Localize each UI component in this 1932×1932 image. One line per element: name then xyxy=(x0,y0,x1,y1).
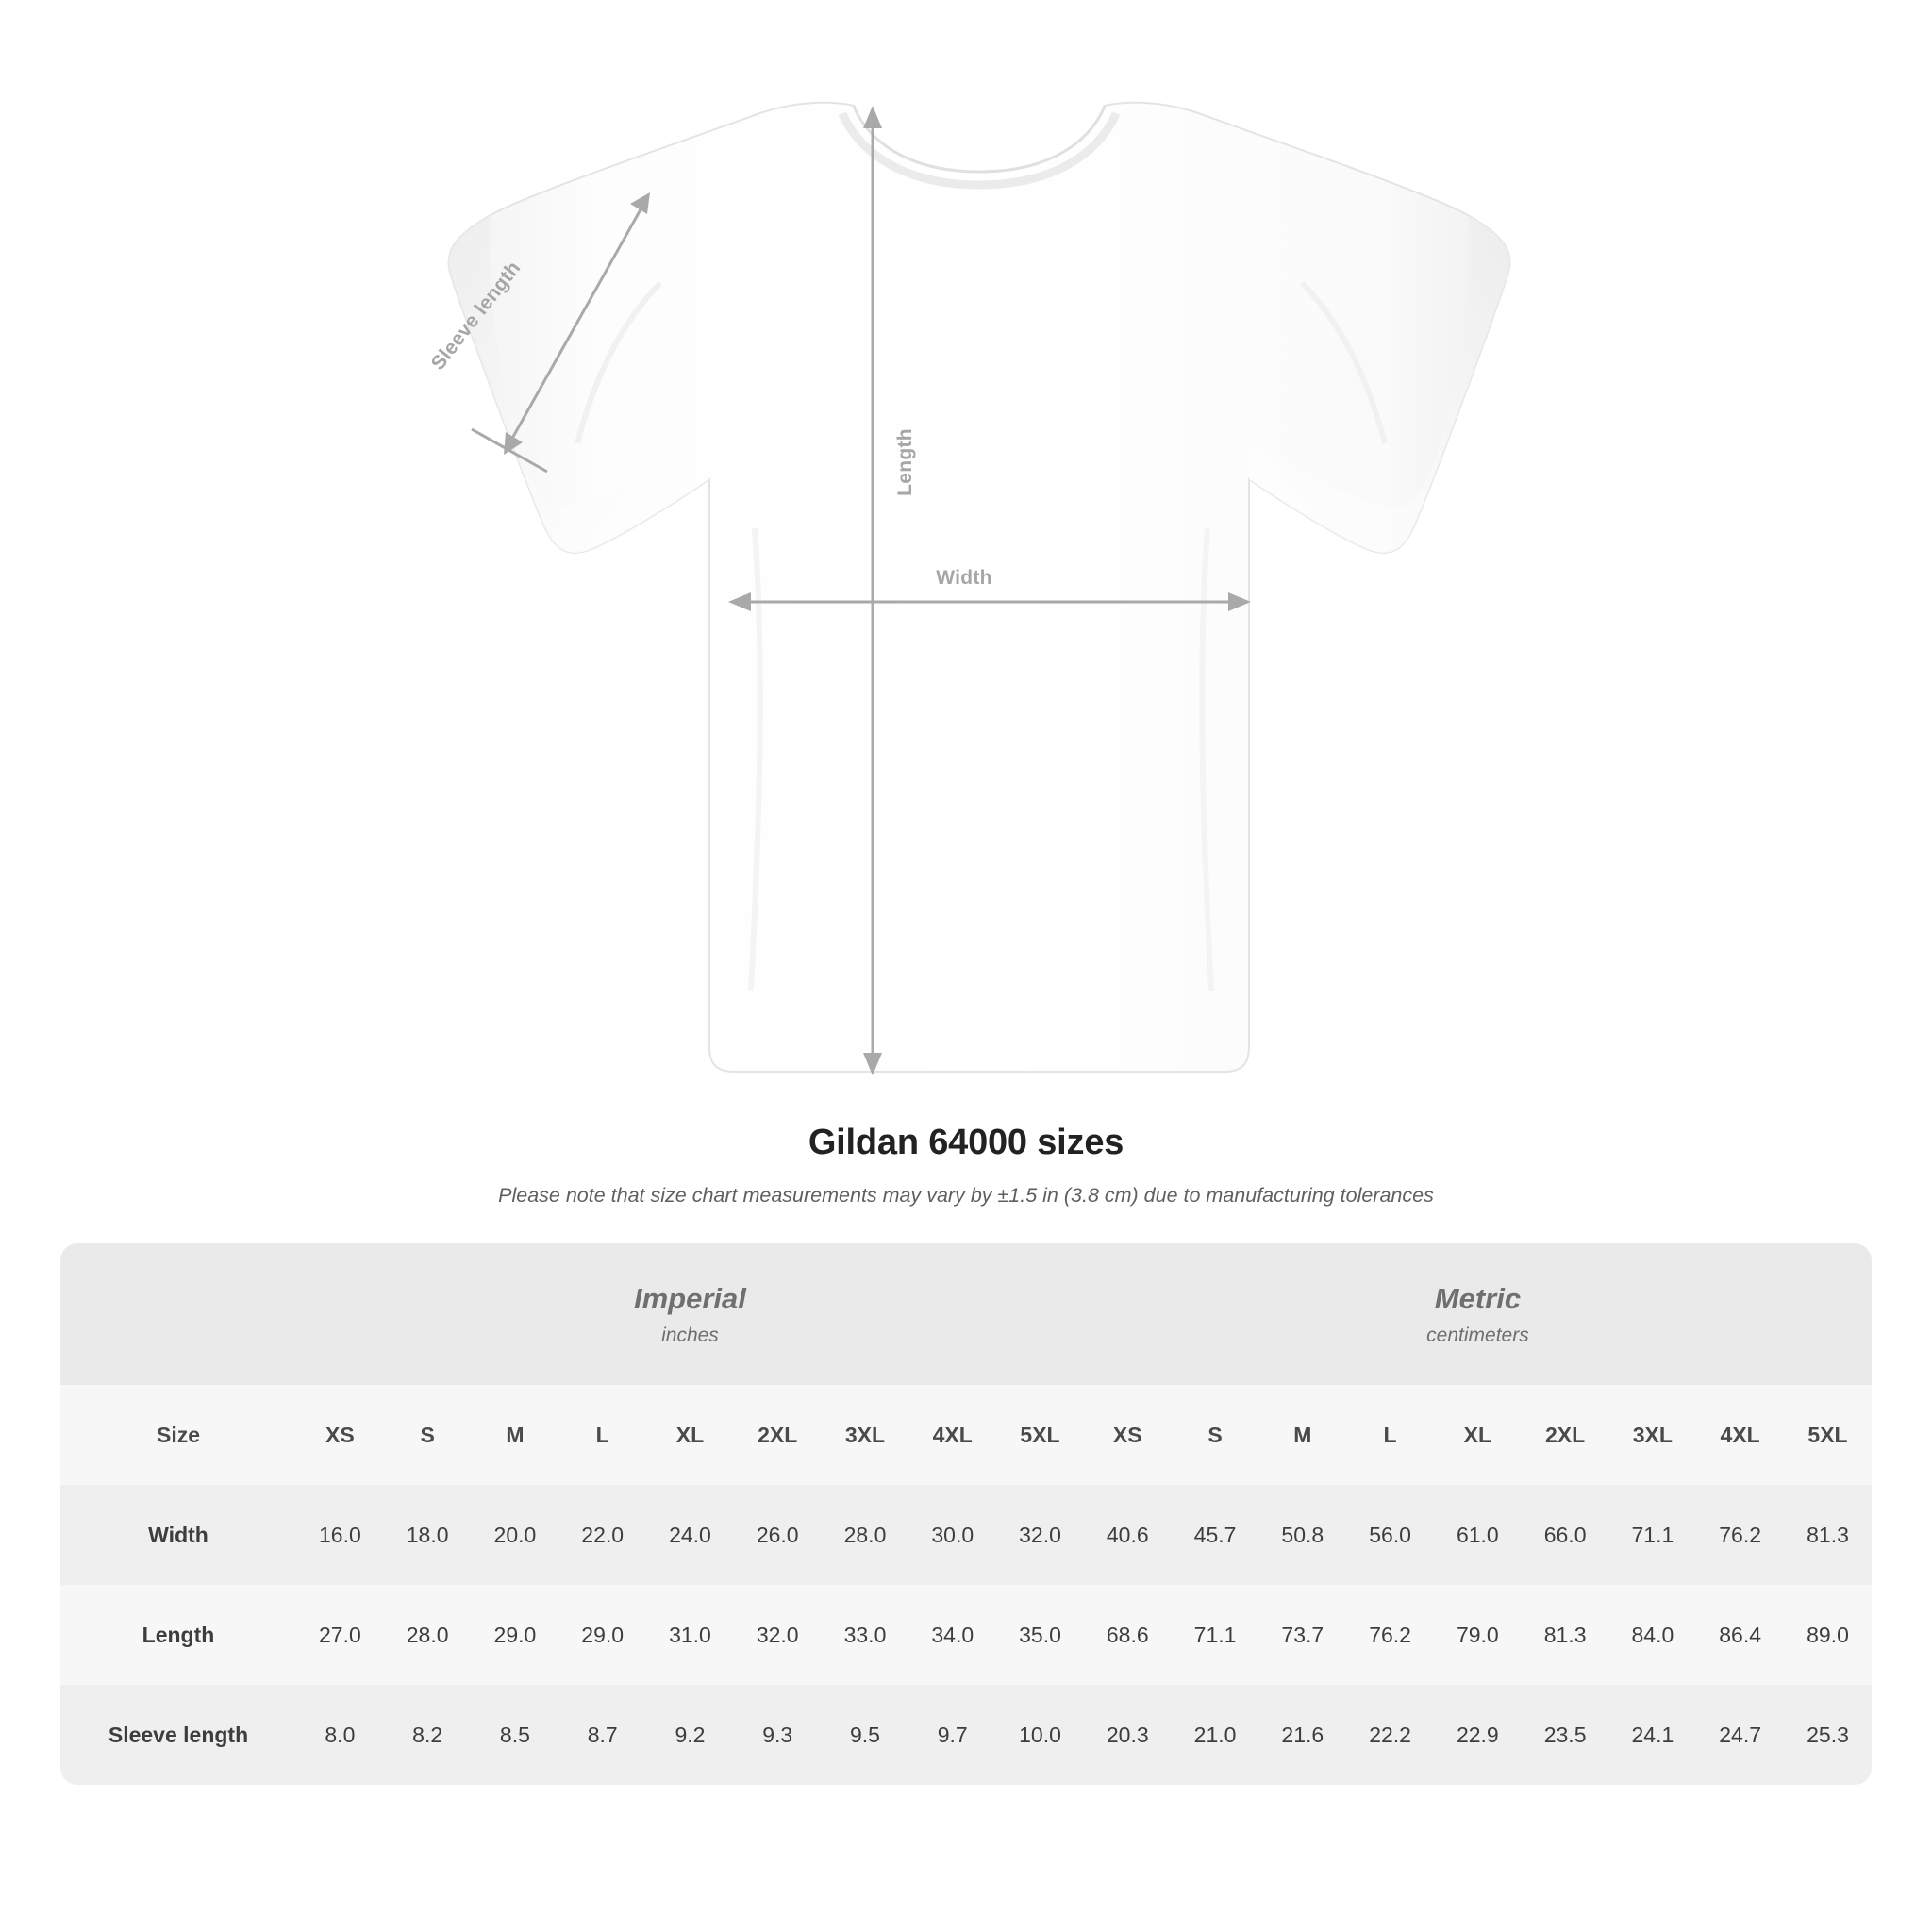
unit-header-row xyxy=(60,1243,1872,1385)
cell-length: 28.0 xyxy=(384,1585,472,1685)
cell-sleeve-length: 9.7 xyxy=(908,1685,996,1785)
size-header-cell: 4XL xyxy=(908,1385,996,1485)
cell-length: 76.2 xyxy=(1346,1585,1434,1685)
size-header-cell: XL xyxy=(1434,1385,1522,1485)
size-header-cell: L xyxy=(558,1385,646,1485)
cell-length: 34.0 xyxy=(908,1585,996,1685)
cell-width: 40.6 xyxy=(1084,1485,1172,1585)
cell-width: 30.0 xyxy=(908,1485,996,1585)
cell-sleeve-length: 22.9 xyxy=(1434,1685,1522,1785)
tolerance-note: Please note that size chart measurements may vary by ±1.5 in (3.8 cm) due to manufacturing tolerances xyxy=(498,1184,1434,1207)
cell-sleeve-length: 24.1 xyxy=(1608,1685,1696,1785)
cell-length: 86.4 xyxy=(1696,1585,1784,1685)
unit-metric-sub: centimeters xyxy=(1426,1324,1529,1346)
cell-sleeve-length: 9.5 xyxy=(822,1685,909,1785)
length-dimension-label: Length xyxy=(894,428,916,496)
cell-sleeve-length: 20.3 xyxy=(1084,1685,1172,1785)
row-label-length: Length xyxy=(60,1585,296,1685)
cell-width: 50.8 xyxy=(1258,1485,1346,1585)
cell-length: 73.7 xyxy=(1258,1585,1346,1685)
cell-sleeve-length: 8.7 xyxy=(558,1685,646,1785)
size-header-row xyxy=(60,1385,1872,1485)
table-row xyxy=(60,1485,1872,1585)
unit-imperial-name: Imperial xyxy=(634,1281,746,1315)
table-row xyxy=(60,1585,1872,1685)
row-label-width: Width xyxy=(60,1485,296,1585)
cell-sleeve-length: 21.0 xyxy=(1172,1685,1259,1785)
cell-sleeve-length: 22.2 xyxy=(1346,1685,1434,1785)
cell-width: 56.0 xyxy=(1346,1485,1434,1585)
cell-sleeve-length: 24.7 xyxy=(1696,1685,1784,1785)
cell-sleeve-length: 8.5 xyxy=(472,1685,559,1785)
page-title: Gildan 64000 sizes xyxy=(808,1123,1124,1162)
size-header-cell: XS xyxy=(296,1385,384,1485)
size-header-cell: 2XL xyxy=(1522,1385,1609,1485)
cell-width: 20.0 xyxy=(472,1485,559,1585)
cell-length: 29.0 xyxy=(472,1585,559,1685)
size-header-cell: M xyxy=(1258,1385,1346,1485)
cell-sleeve-length: 9.2 xyxy=(646,1685,734,1785)
cell-sleeve-length: 9.3 xyxy=(734,1685,822,1785)
cell-width: 32.0 xyxy=(996,1485,1084,1585)
sleeve-length-dimension-label: Sleeve length xyxy=(426,257,525,375)
size-header-cell: XL xyxy=(646,1385,734,1485)
size-header-cell: XS xyxy=(1084,1385,1172,1485)
unit-imperial-sub: inches xyxy=(661,1324,719,1346)
cell-length: 27.0 xyxy=(296,1585,384,1685)
unit-group-metric xyxy=(1084,1243,1872,1385)
size-header-cell: 5XL xyxy=(996,1385,1084,1485)
table-row xyxy=(60,1685,1872,1785)
cell-length: 35.0 xyxy=(996,1585,1084,1685)
unit-metric-name: Metric xyxy=(1434,1281,1522,1315)
cell-length: 79.0 xyxy=(1434,1585,1522,1685)
cell-width: 24.0 xyxy=(646,1485,734,1585)
size-header-cell: 2XL xyxy=(734,1385,822,1485)
cell-width: 16.0 xyxy=(296,1485,384,1585)
cell-length: 31.0 xyxy=(646,1585,734,1685)
cell-width: 22.0 xyxy=(558,1485,646,1585)
size-header-label: Size xyxy=(60,1385,296,1485)
cell-width: 66.0 xyxy=(1522,1485,1609,1585)
cell-length: 84.0 xyxy=(1608,1585,1696,1685)
cell-width: 18.0 xyxy=(384,1485,472,1585)
title-block xyxy=(0,1123,1932,1208)
size-header-cell: S xyxy=(1172,1385,1259,1485)
unit-group-imperial xyxy=(296,1243,1084,1385)
size-header-cell: 4XL xyxy=(1696,1385,1784,1485)
row-label-sleeve-length: Sleeve length xyxy=(60,1685,296,1785)
cell-length: 29.0 xyxy=(558,1585,646,1685)
cell-sleeve-length: 10.0 xyxy=(996,1685,1084,1785)
cell-sleeve-length: 8.2 xyxy=(384,1685,472,1785)
size-table-container xyxy=(60,1243,1872,1785)
cell-width: 81.3 xyxy=(1784,1485,1872,1585)
size-header-cell: 3XL xyxy=(1608,1385,1696,1485)
size-table xyxy=(60,1243,1872,1785)
cell-width: 45.7 xyxy=(1172,1485,1259,1585)
cell-sleeve-length: 23.5 xyxy=(1522,1685,1609,1785)
cell-width: 26.0 xyxy=(734,1485,822,1585)
size-header-cell: 5XL xyxy=(1784,1385,1872,1485)
width-dimension-label: Width xyxy=(936,567,992,589)
cell-width: 71.1 xyxy=(1608,1485,1696,1585)
cell-length: 33.0 xyxy=(822,1585,909,1685)
cell-length: 32.0 xyxy=(734,1585,822,1685)
size-header-cell: S xyxy=(384,1385,472,1485)
cell-length: 81.3 xyxy=(1522,1585,1609,1685)
cell-width: 61.0 xyxy=(1434,1485,1522,1585)
unit-row-spacer xyxy=(60,1243,296,1385)
cell-sleeve-length: 25.3 xyxy=(1784,1685,1872,1785)
size-header-cell: M xyxy=(472,1385,559,1485)
cell-width: 28.0 xyxy=(822,1485,909,1585)
cell-length: 71.1 xyxy=(1172,1585,1259,1685)
cell-length: 68.6 xyxy=(1084,1585,1172,1685)
size-header-cell: 3XL xyxy=(822,1385,909,1485)
size-header-cell: L xyxy=(1346,1385,1434,1485)
cell-length: 89.0 xyxy=(1784,1585,1872,1685)
cell-width: 76.2 xyxy=(1696,1485,1784,1585)
cell-sleeve-length: 21.6 xyxy=(1258,1685,1346,1785)
cell-sleeve-length: 8.0 xyxy=(296,1685,384,1785)
